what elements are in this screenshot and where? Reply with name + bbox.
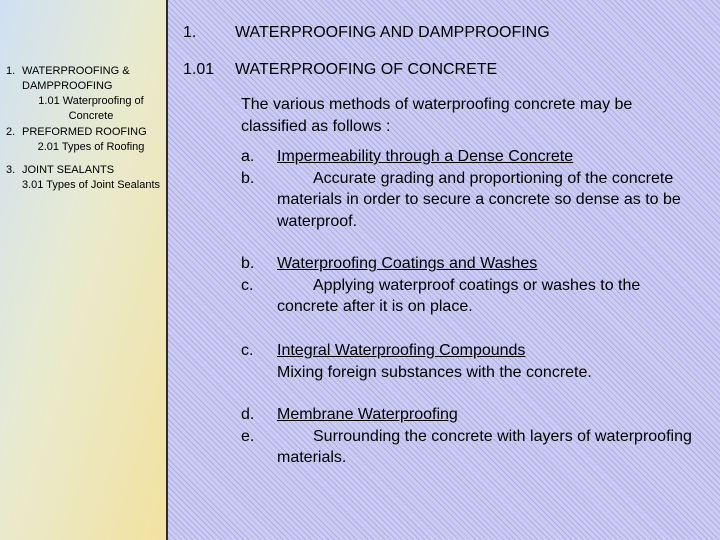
- toc-subentry: 2.01 Types of Roofing: [37, 141, 145, 153]
- method-description: Applying waterproof coatings or washes to the concrete after it is on place.: [277, 276, 641, 315]
- method-title: Waterproofing Coatings and Washes: [277, 255, 538, 272]
- toc-number: 2.: [6, 126, 16, 138]
- toc-subentry: 3.01 Types of Joint Sealants: [22, 179, 160, 191]
- toc-heading: WATERPROOFING & DAMPPROOFING: [22, 65, 130, 92]
- method-title: Membrane Waterproofing: [277, 406, 458, 423]
- toc-number: 3.: [6, 164, 16, 176]
- item-letter: b.: [241, 169, 255, 187]
- slide-content: [168, 0, 720, 540]
- method-title: Impermeability through a Dense Concrete: [277, 148, 574, 165]
- intro-paragraph: The various methods of waterproofing concrete may be classified as follows :: [241, 96, 633, 135]
- toc-entry-2[interactable]: [6, 125, 164, 155]
- toc-entry-1[interactable]: [6, 64, 164, 124]
- toc-number: 1.: [6, 65, 16, 77]
- method-title: Integral Waterproofing Compounds: [277, 342, 526, 359]
- sidebar-outline: [0, 0, 168, 540]
- item-letter: c.: [241, 342, 254, 359]
- item-letter: a.: [241, 148, 255, 165]
- item-letter: e.: [241, 427, 255, 445]
- method-description: Surrounding the concrete with layers of waterproofing materials.: [277, 427, 692, 466]
- item-letter: d.: [241, 406, 255, 423]
- toc-entry-3[interactable]: [6, 163, 164, 193]
- method-item: [241, 253, 701, 318]
- item-letter: c.: [241, 276, 254, 294]
- toc-subentry: 1.01 Waterproofing of Concrete: [38, 95, 144, 122]
- method-item: [241, 340, 701, 383]
- method-item: [241, 404, 701, 469]
- toc-heading: PREFORMED ROOFING: [22, 126, 147, 138]
- toc-heading: JOINT SEALANTS: [22, 164, 115, 176]
- section-number: 1.: [183, 24, 197, 41]
- subsection-number: 1.01: [183, 61, 215, 78]
- method-item: [241, 146, 701, 232]
- subsection-title: WATERPROOFING OF CONCRETE: [235, 61, 498, 78]
- method-description: Mixing foreign substances with the concrete.: [277, 363, 592, 381]
- item-letter: b.: [241, 255, 255, 272]
- method-description: Accurate grading and proportioning of the concrete materials in order to secure a concrete so dense as to be waterproof.: [277, 169, 681, 230]
- section-title: WATERPROOFING AND DAMPPROOFING: [235, 24, 550, 41]
